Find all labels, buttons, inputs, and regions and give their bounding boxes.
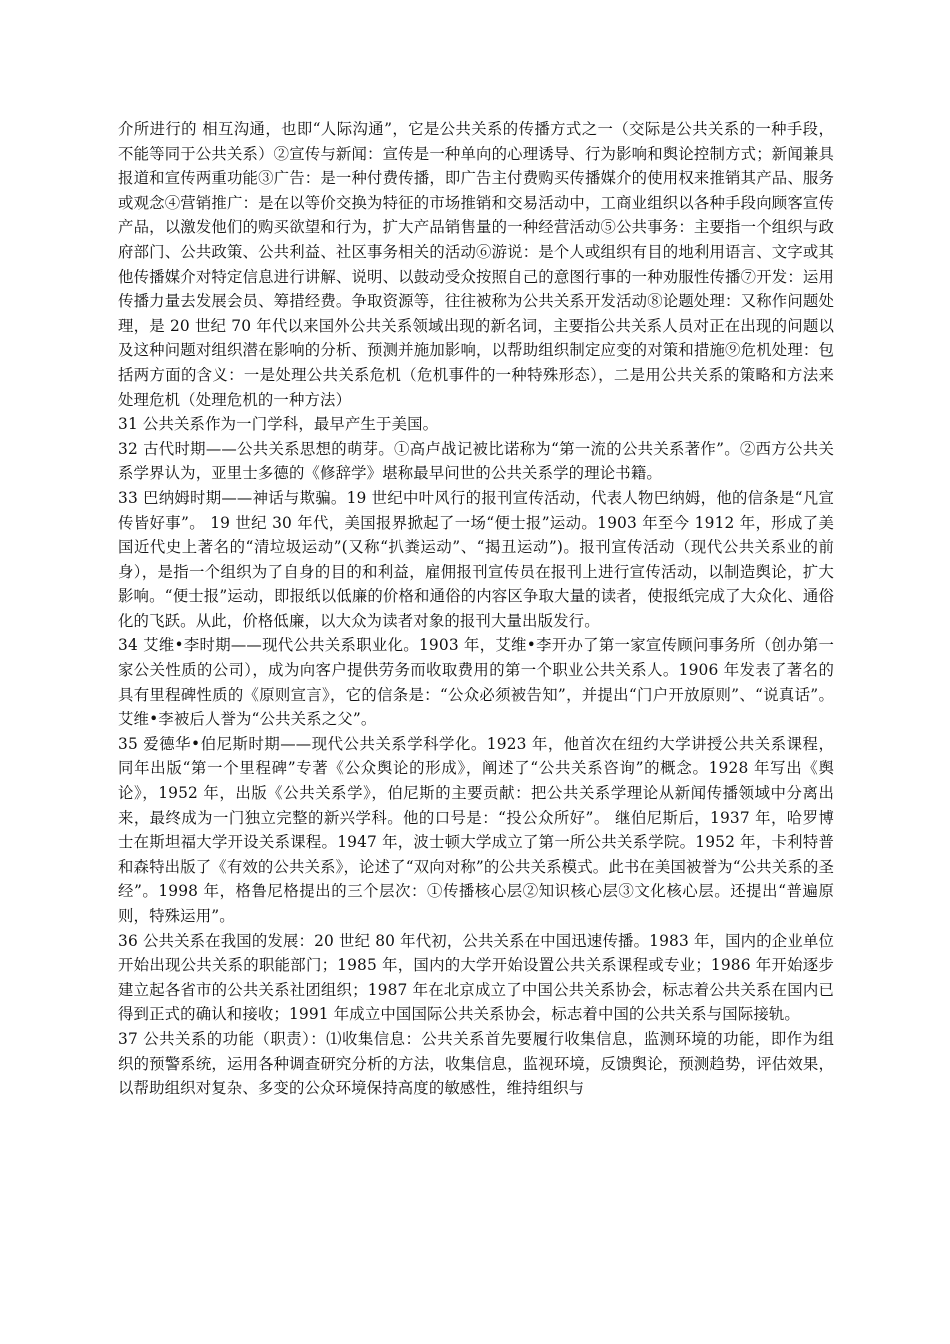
paragraph-33: 33 巴纳姆时期——神话与欺骗。19 世纪中叶风行的报刊宣传活动，代表人物巴纳姆，他的信条是“凡宣传皆好事”。 19 世纪 30 年代，美国报界掀起了一场“便士报”运动。1903 年至今 1912 年，形成了美国近代史上著名的“清垃圾运动”(又称“扒粪运动”、“揭丑运动”)。报刊宣传活动（现代公共关系业的前身），是指一个组织为了自身的目的和利益，雇佣报刊宣传员在报刊上进行宣传活动，以制造舆论，扩大影响。“便士报”运动，即报纸以低廉的价格和通俗的内容区争取大量的读者，使报纸完成了大众化、通俗化的飞跃。从此，价格低廉，以大众为读者对象的报刊大量出版发行。 bbox=[118, 488, 834, 630]
paragraph-35: 35 爱德华•伯尼斯时期——现代公共关系学科学化。1923 年，他首次在纽约大学讲授公共关系课程，同年出版“第一个里程碑”专著《公众舆论的形成》，阐述了“公共关系咨询”的概念。1928 年写出《舆论》，1952 年，出版《公共关系学》，伯尼斯的主要贡献：把公共关系学理论从新闻传播领域中分离出来，最终成为一门独立完整的新兴学科。他的口号是：“投公众所好”。 继伯尼斯后，1937 年，哈罗博士在斯坦福大学开设关系课程。1947 年，波士顿大学成立了第一所公共关系学院。1952 年，卡利特普和森特出版了《有效的公共关系》，论述了“双向对称”的公共关系模式。此书在美国被誉为“公共关系的圣经”。1998 年，格鲁尼格提出的三个层次：①传播核心层②知识核心层③文化核心层。还提出“普遍原则，特殊运用”。 bbox=[118, 734, 834, 925]
paragraph-32: 32 古代时期——公共关系思想的萌芽。①高卢战记被比诺称为“第一流的公共关系著作”。②西方公共关系学界认为，亚里士多德的《修辞学》堪称最早问世的公共关系学的理论书籍。 bbox=[118, 439, 834, 483]
paragraph-37: 37 公共关系的功能（职责）：⑴收集信息：公共关系首先要履行收集信息，监测环境的功能，即作为组织的预警系统，运用各种调查研究分析的方法，收集信息，监视环境，反馈舆论，预测趋势，评估效果，以帮助组织对复杂、多变的公众环境保持高度的敏感性，维持组织与 bbox=[118, 1029, 834, 1098]
paragraph-31: 31 公共关系作为一门学科，最早产生于美国。 bbox=[118, 415, 439, 434]
paragraph-34: 34 艾维•李时期——现代公共关系职业化。1903 年，艾维•李开办了第一家宣传顾问事务所（创办第一家公关性质的公司），成为向客户提供劳务而收取费用的第一个职业公共关系人。1906 年发表了著名的具有里程碑性质的《原则宣言》，它的信条是：“公众必须被告知”，并提出“门户开放原则”、“说真话”。艾维•李被后人誉为“公共关系之父”。 bbox=[118, 636, 834, 729]
paragraph-continued-channels: 介所进行的 相互沟通，也即“人际沟通”，它是公共关系的传播方式之一（交际是公共关系的一种手段，不能等同于公共关系）②宣传与新闻：宣传是一种单向的心理诱导、行为影响和舆论控制方式；新闻兼具报道和宣传两重功能③广告：是一种付费传播，即广告主付费购买传播媒介的使用权来推销其产品、服务或观念④营销推广：是在以等价交换为特征的市场推销和交易活动中，工商业组织以各种手段向顾客宣传产品，以激发他们的购买欲望和行为，扩大产品销售量的一种经营活动⑤公共事务：主要指一个组织与政府部门、公共政策、公共利益、社区事务相关的活动⑥游说：是个人或组织有目的地利用语言、文字或其他传播媒介对特定信息进行讲解、说明、以鼓动受众按照自己的意图行事的一种劝服性传播⑦开发：运用传播力量去发展会员、筹措经费。争取资源等，往往被称为公共关系开发活动⑧论题处理：又称作问题处理，是 20 世纪 70 年代以来国外公共关系领域出现的新名词，主要指公共关系人员对正在出现的问题以及这种问题对组织潜在影响的分析、预测并施加影响，以帮助组织制定应变的对策和措施⑨危机处理：包括两方面的含义：一是处理公共关系危机（危机事件的一种特殊形态），二是用公共关系的策略和方法来处理危机（处理危机的一种方法） bbox=[118, 120, 834, 409]
paragraph-36: 36 公共关系在我国的发展：20 世纪 80 年代初，公共关系在中国迅速传播。1983 年，国内的企业单位开始出现公共关系的职能部门；1985 年，国内的大学开始设置公共关系课程或专业；1986 年开始逐步建立起各省市的公共关系社团组织；1987 年在北京成立了中国公共关系协会，标志着公共关系在国内已得到正式的确认和接收；1991 年成立中国国际公共关系协会，标志着中国的公共关系与国际接轨。 bbox=[118, 931, 834, 1024]
document-body bbox=[118, 117, 834, 1101]
